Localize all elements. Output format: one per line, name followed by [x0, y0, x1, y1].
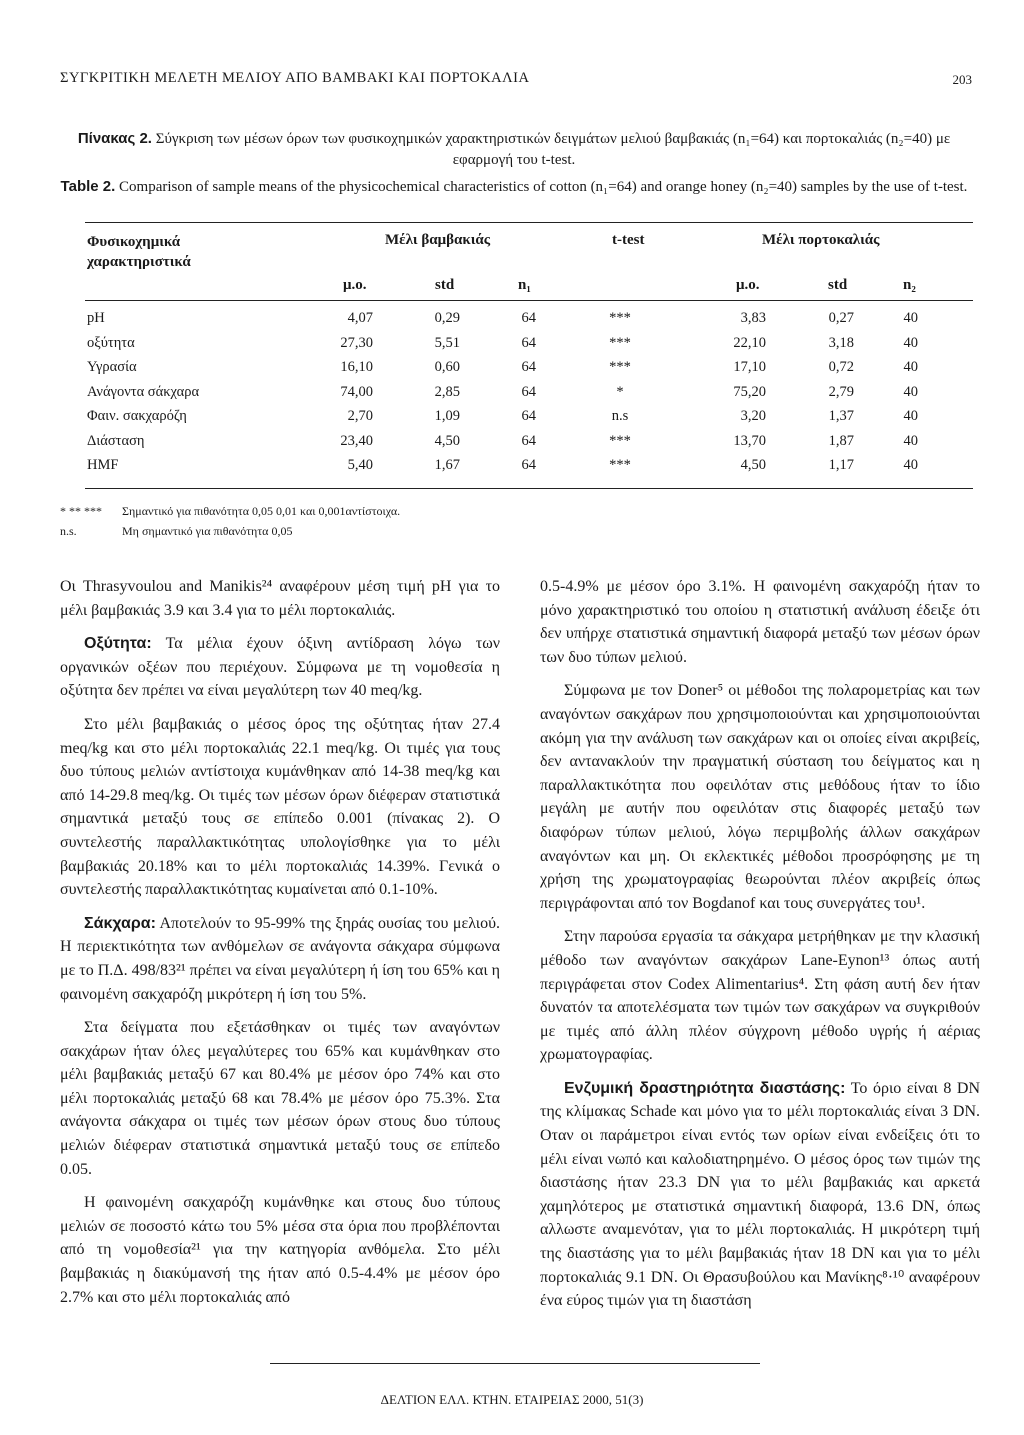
header-cotton: Μέλι βαμβακιάς	[385, 232, 491, 248]
cell-name: Υγρασία	[87, 359, 137, 375]
paragraph	[60, 912, 500, 1006]
subheader-std-1: std	[435, 277, 455, 293]
subheader-n-1: n₁	[518, 277, 531, 293]
cell-s2: 3,18	[828, 334, 854, 351]
table-bottom-rule	[85, 488, 973, 489]
cell-name: Φαιν. σακχαρόζη	[87, 408, 187, 424]
running-title: ΣΥΓΚΡΙΤΙΚΗ ΜΕΛΕΤΗ ΜΕΛΙΟΥ ΑΠΟ ΒΑΜΒΑΚΙ ΚΑΙ ΠΟΡΤΟΚΑΛΙΑ	[60, 70, 530, 86]
ns-text: Μη σημαντικό για πιθανότητα 0,05	[122, 524, 293, 538]
cell-name: οξύτητα	[87, 334, 135, 351]
cell-t: ***	[609, 457, 631, 473]
journal-footer: ΔΕΛΤΙΟΝ ΕΛΛ. ΚΤΗΝ. ΕΤΑΙΡΕΙΑΣ 2000, 51(3)	[380, 1392, 644, 1407]
note-symbols: * ** ***	[60, 504, 102, 518]
paragraph-text: Αποτελούν το 95-99% της ξηράς ουσίας του μελιού. Η περιεκτικότητα των ανθόμελων σε ανάγοντα σάκχαρα σύμφωνα με το Π.Δ. 498/83²¹ πρέπει να είναι μεγαλύτερη ή ίση του 65% και η φαινομένη σακχαρόζη μικρότερη ή ίση του 5%.	[60, 914, 501, 1003]
cell-m2: 13,70	[733, 432, 766, 449]
cell-n1: 64	[521, 359, 536, 375]
subheader-std-2: std	[828, 277, 848, 293]
cell-s1: 1,67	[434, 457, 460, 473]
caption-greek-label: Πίνακας 2.	[77, 130, 152, 147]
cell-s1: 4,50	[434, 432, 460, 449]
cell-m2: 17,10	[733, 359, 766, 375]
header-ttest: t-test	[612, 232, 645, 248]
subheader-mean-1: μ.ο.	[343, 277, 367, 293]
cell-s2: 1,17	[828, 457, 854, 473]
cell-name: pH	[87, 310, 105, 326]
header-parameter: Φυσικοχημικά χαρακτηριστικά	[87, 234, 191, 270]
caption-english	[60, 176, 968, 198]
cell-s2: 1,37	[828, 408, 854, 424]
paragraph-text: Τα μέλια έχουν όξινη αντίδραση λόγω των οργανικών οξέων που περιέχουν. Σύμφωνα με τη νομοθεσία η οξύτητα δεν πρέπει να είναι μεγαλύτερη των 40 meq/kg.	[60, 635, 500, 700]
paragraph	[540, 1077, 980, 1313]
paragraph: 0.5-4.9% με μέσον όρο 3.1%. Η φαινομένη σακχαρόζη ήταν το μόνο χαρακτηριστικό του οποίου η στατιστική ανάλυση έδειξε ότι δεν υπήρχε στατιστικά σημαντική διαφορά μεταξύ των μέσων όρων των δυο τύπων μελιού.	[540, 578, 980, 666]
section-label: Οξύτητα:	[84, 635, 152, 653]
cell-m2: 4,50	[740, 457, 766, 473]
cell-m1: 16,10	[340, 359, 373, 375]
cell-s2: 2,79	[828, 383, 854, 400]
cell-n1: 64	[521, 432, 536, 449]
cell-t: ***	[609, 310, 631, 326]
cell-t: ***	[609, 334, 631, 351]
cell-n1: 64	[521, 334, 536, 351]
cell-t: ***	[609, 432, 631, 449]
cell-s1: 0,60	[434, 359, 460, 375]
page-number: 203	[952, 72, 972, 87]
cell-m1: 23,40	[340, 432, 373, 449]
cell-name: HMF	[87, 457, 119, 473]
cell-t: *	[616, 383, 624, 400]
cell-n2: 40	[903, 359, 918, 375]
ns-symbol: n.s.	[60, 524, 77, 538]
paragraph: Στο μέλι βαμβακιάς ο μέσος όρος της οξύτητας ήταν 27.4 meq/kg και στο μέλι πορτοκαλιάς 22.1 meq/kg. Οι τιμές για τους δυο τύπους μελιών αντίστοιχα κυμάνθηκαν από 14-38 meq/kg και από 14-29.8 meq/kg. Οι τιμές των μέσων όρων διέφεραν στατιστικά σημαντικά μεταξύ τους σε επίπεδο 0.001 (πίνακας 2). Ο συντελεστής παραλλακτικότητας υπολογίσθηκε για το μέλι βαμβακιάς 20.18% και το μέλι πορτοκαλιάς 14.39%. Γενικά ο συντελεστής παραλλακτικότητας κυμαίνεται από 0.1-10%.	[60, 715, 500, 899]
note-text: Σημαντικό για πιθανότητα 0,05 0,01 και 0,001αντίστοιχα.	[122, 504, 401, 518]
caption-greek-text: Σύγκριση των μέσων όρων των φυσικοχημικών χαρακτηριστικών δειγμάτων μελιού βαμβακιάς (n₁=64) και πορτοκαλιάς (n₂=40) με εφαρμογή του t-test.	[151, 131, 951, 168]
cell-t: n.s	[611, 408, 629, 424]
cell-m2: 3,20	[740, 408, 766, 424]
section-label: Σάκχαρα:	[84, 914, 156, 932]
cell-s2: 0,72	[828, 359, 854, 375]
paragraph-text: Το όριο είναι 8 DN της κλίμακας Schade και μόνο για το μέλι πορτοκαλιάς είναι 3 DN. Οταν οι παράμετροι είναι εντός των ορίων είναι ενδείξεις ότι το μέλι είναι νωπό και καλοδιατηρημένο. Ο μέσος όρος των τιμών της διαστάσης ήταν 23.3 DN για το μέλι βαμβακιάς και αρκετά χαμηλότερος με στατιστικά σημαντική διαφορά, 13.6 DN, όπως αλλωστε αναμενόταν, για το μέλι πορτοκαλιάς. Η μικρότερη τιμή της διαστάσης για το μέλι βαμβακιάς ήταν 18 DN και για το μέλι πορτοκαλιάς 9.1 DN. Οι Θρασυβούλου και Μανίκης⁸·¹⁰ αναφέρουν ένα εύρος τιμών για τη διαστάση	[540, 1079, 981, 1310]
cell-s2: 0,27	[828, 310, 854, 326]
header-orange: Μέλι πορτοκαλιάς	[762, 232, 880, 248]
cell-n2: 40	[903, 408, 918, 424]
cell-m1: 4,07	[347, 310, 373, 326]
footer-rule	[270, 1363, 760, 1364]
cell-n2: 40	[903, 334, 918, 351]
cell-n2: 40	[903, 457, 918, 473]
cell-m2: 3,83	[740, 310, 766, 326]
paragraph: Στα δείγματα που εξετάσθηκαν οι τιμές των αναγόντων σακχάρων ήταν όλες μεγαλύτερες του 65% και κυμάνθηκαν στο μέλι βαμβακιάς μεταξύ 67 και 80.4% με μέσον όρο 74% και στο μέλι πορτοκαλιάς μεταξύ 68 και 78.4% με μέσον όρο 75.3%. Στα ανάγοντα σάκχαρα οι τιμές των μέσων όρων στους δυο τύπους μελιών διέφεραν στατιστικά σημαντικά μεταξύ τους σε επίπεδο 0.05.	[60, 1019, 500, 1178]
cell-s1: 5,51	[434, 334, 460, 351]
cell-name: Ανάγοντα σάκχαρα	[87, 383, 200, 400]
cell-m2: 22,10	[733, 334, 766, 351]
cell-m1: 2,70	[347, 408, 373, 424]
cell-m1: 5,40	[347, 457, 373, 473]
cell-m1: 74,00	[340, 383, 373, 400]
caption-english-label: Table 2.	[60, 178, 116, 195]
table-top-rule	[85, 222, 973, 223]
left-column	[60, 575, 500, 1319]
cell-m2: 75,20	[733, 383, 766, 400]
cell-n2: 40	[903, 310, 918, 326]
significance-note	[60, 504, 400, 519]
section-label: Ενζυμική δραστηριότητα διαστάσης:	[564, 1079, 846, 1097]
cell-n1: 64	[521, 457, 536, 473]
cell-m1: 27,30	[340, 334, 373, 351]
cell-s1: 2,85	[434, 383, 460, 400]
cell-name: Διάσταση	[87, 432, 145, 449]
paragraph: Οι Thrasyvoulou and Manikis²⁴ αναφέρουν μέση τιμή pH για το μέλι βαμβακιάς 3.9 και 3.4 για το μέλι πορτοκαλιάς.	[60, 578, 500, 619]
cell-n1: 64	[521, 408, 536, 424]
cell-s1: 0,29	[434, 310, 460, 326]
cell-n2: 40	[903, 383, 918, 400]
table-header-rule	[85, 300, 973, 301]
caption-greek	[60, 128, 968, 171]
subheader-mean-2: μ.ο.	[736, 277, 760, 293]
cell-n2: 40	[903, 432, 918, 449]
cell-n1: 64	[521, 310, 536, 326]
paragraph: Σύμφωνα με τον Doner⁵ οι μέθοδοι της πολαρομετρίας και των αναγόντων σακχάρων που χρησιμοποιούνται και χρησιμοποιούνται ακόμη για την ανάλυση των σακχάρων και οι οποίες είναι ακριβείς, δεν αντανακλούν την πραγματική σύσταση του δείγματος και η παραλλακτικότητα που οφειλόταν στις μεθόδους ήταν το ίδιο μεγάλη με αυτήν που οφειλόταν στις διαφορές μεταξύ των διαφόρων τύπων μελιού, λόγω περιμβολής άλλων σακχάρων αναγόντων και μη. Οι εκλεκτικές μέθοδοι προσρόφησης με τη χρήση της χρωματογραφίας θεωρούνται πλέον ακριβείς όπως περιγράφονται από τον Bogdanof και τους συνεργάτες του¹.	[540, 682, 980, 912]
paragraph: Στην παρούσα εργασία τα σάκχαρα μετρήθηκαν με την κλασική μέθοδο των αναγόντων σακχάρων Lane-Eynon¹³ όπως αυτή περιγράφεται στον Codex Alimentarius⁴. Στη φάση αυτή δεν ήταν δυνατόν τα αποτελέσματα των τιμών των σακχάρων να συγκριθούν με τιμές από άλλη πλέον σύγχρονη μέθοδο υγρής ή αέριας χρωματογραφίας.	[540, 928, 980, 1064]
cell-t: ***	[609, 359, 631, 375]
right-column	[540, 575, 980, 1323]
caption-english-text: Comparison of sample means of the physicochemical characteristics of cotton (n₁=64) and orange honey (n₂=40) samples by the use of t-test.	[115, 179, 968, 195]
paragraph	[60, 632, 500, 703]
paragraph: Η φαινομένη σακχαρόζη κυμάνθηκε και στους δυο τύπους μελιών σε ποσοστό κάτω του 5% μέσα στα όρια που προβλέπονται από τη νομοθεσία²¹ για την κατηγορία ανθόμελα. Στο μέλι βαμβακιάς η διακύμανσή της ήταν από 0.5-4.4% με μέσον όρο 2.7% και στο μέλι πορτοκαλιάς από	[60, 1194, 500, 1306]
cell-s2: 1,87	[828, 432, 854, 449]
ns-note	[60, 524, 292, 539]
cell-n1: 64	[521, 383, 536, 400]
cell-s1: 1,09	[434, 408, 460, 424]
subheader-n-2: n₂	[903, 277, 916, 293]
